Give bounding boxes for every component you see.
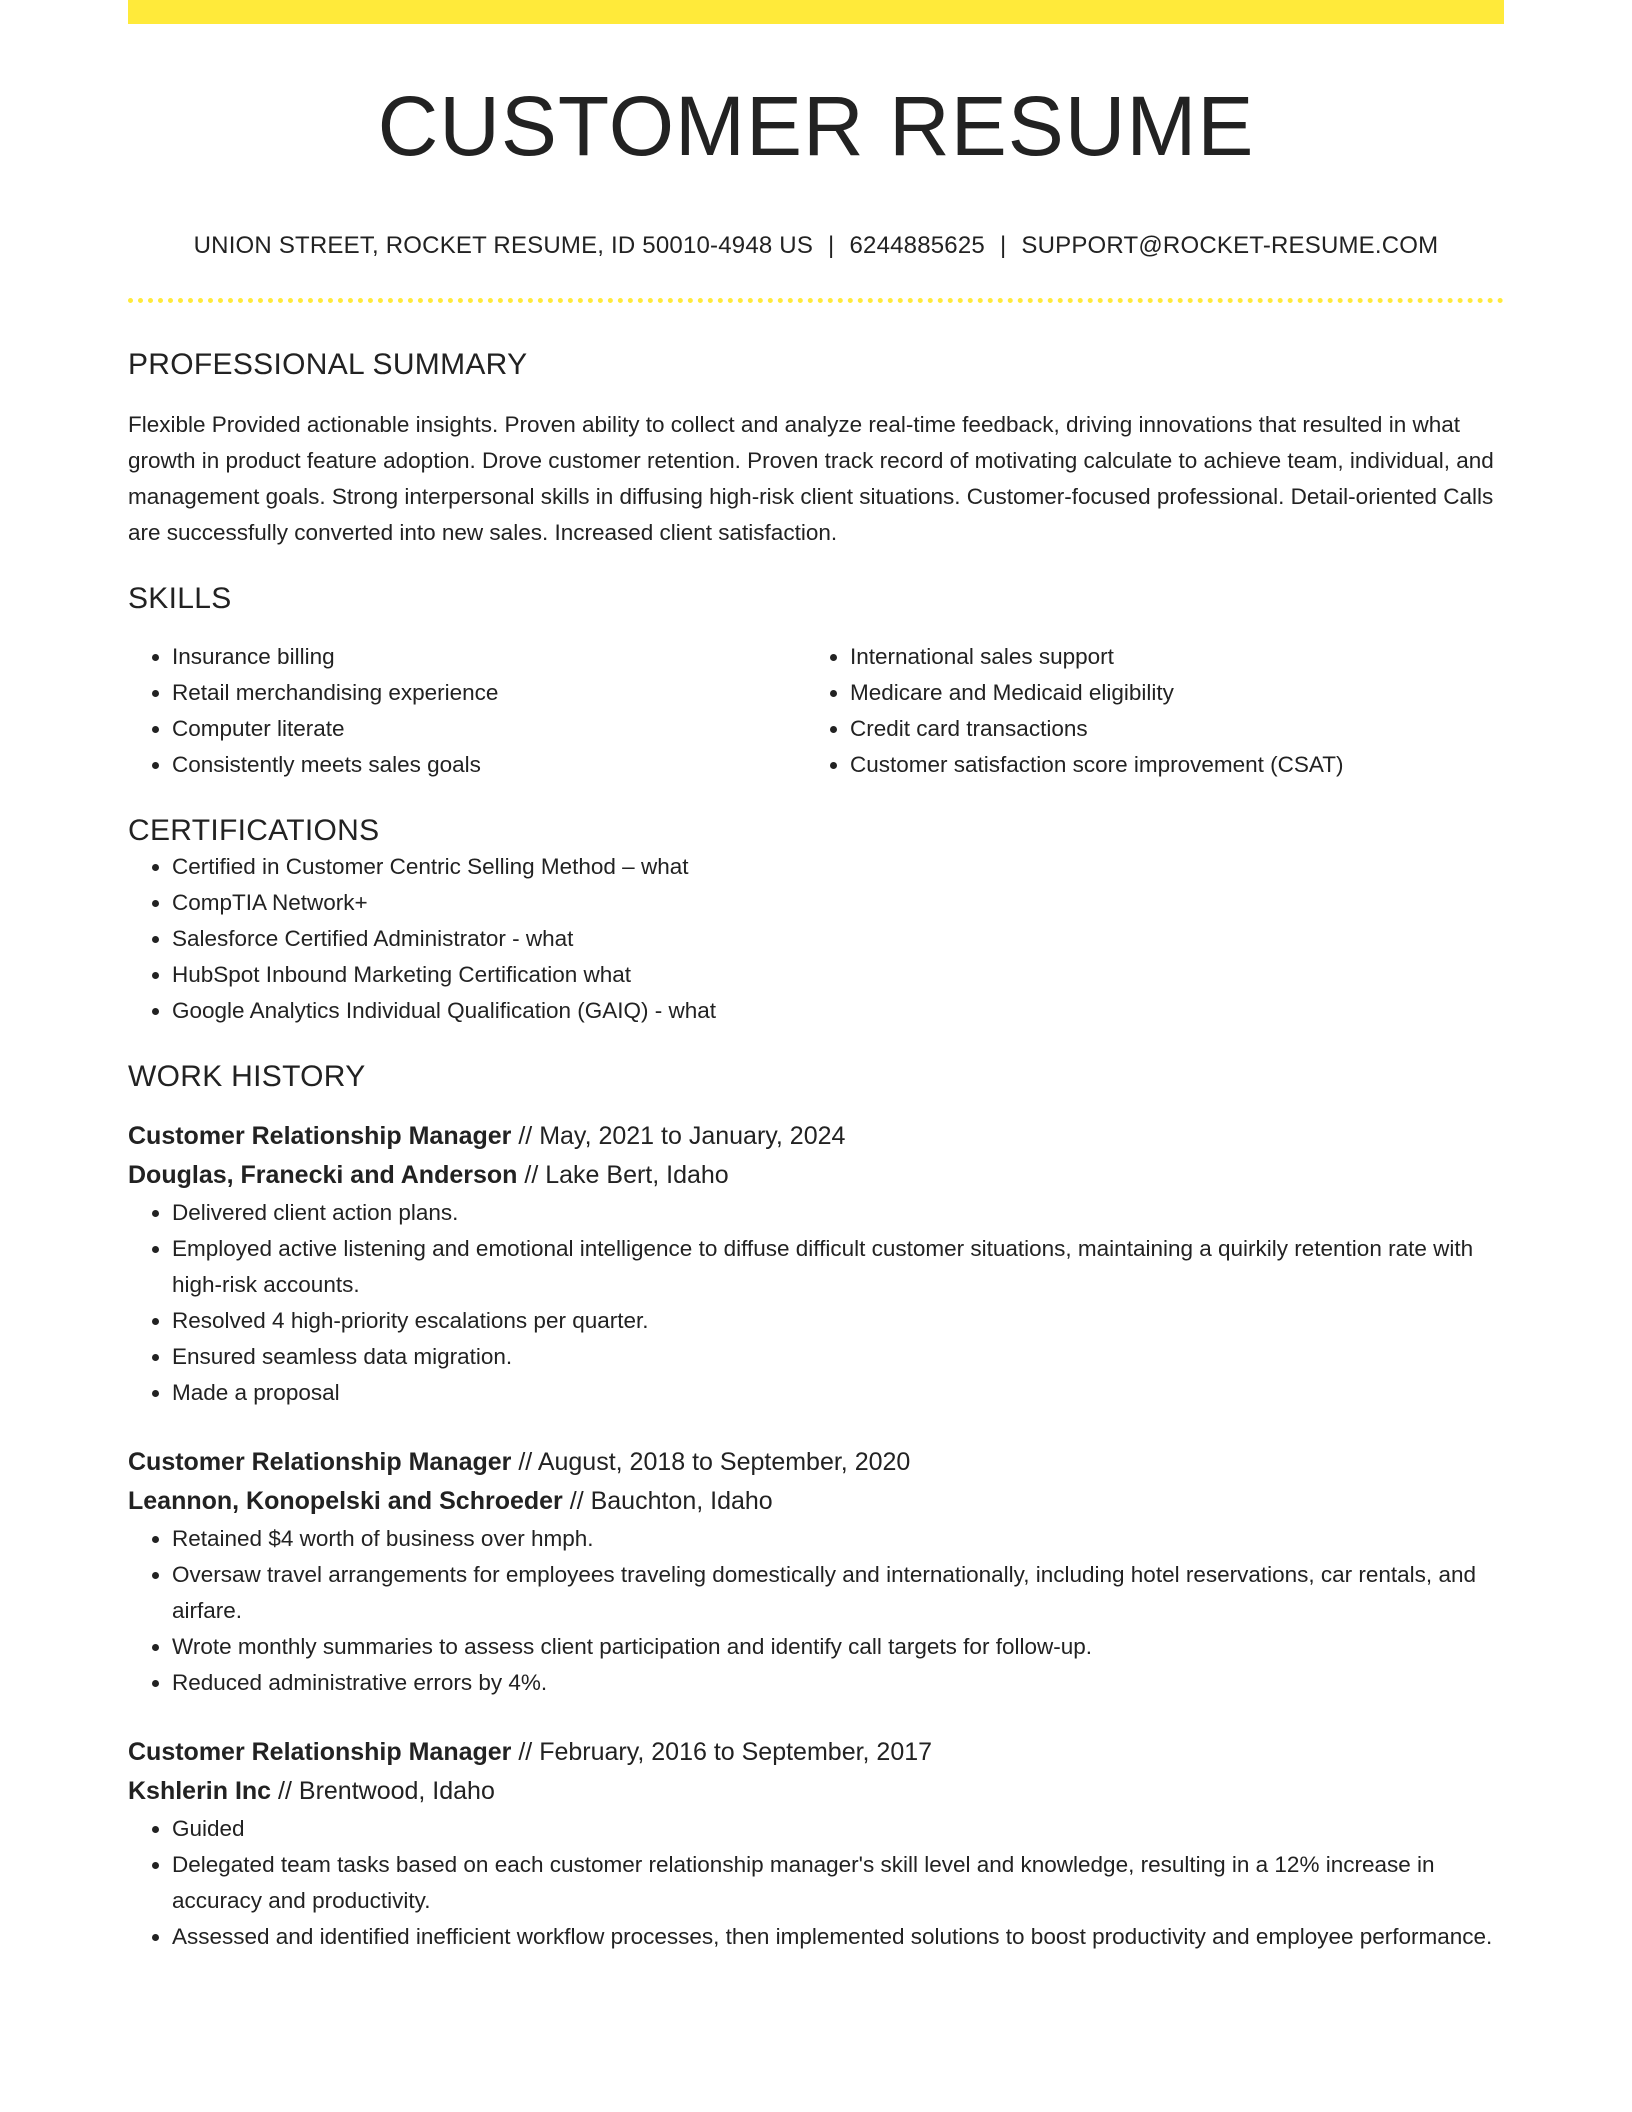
contact-address: UNION STREET, ROCKET RESUME, ID 50010-4948 US [193,232,814,260]
job-dates: February, 2016 to September, 2017 [539,1737,933,1766]
certification-item: • Certified in Customer Centric Selling Method – what [172,849,1504,885]
certification-item: • CompTIA Network+ [172,885,1504,921]
certifications-section [128,813,1504,1029]
section-heading: SKILLS [128,581,232,615]
job-bullets [128,1811,1504,1955]
job-delimiter: // [271,1776,299,1805]
contact-separator: | [999,232,1007,260]
skill-item: • International sales support [850,639,1504,675]
resume-title: CUSTOMER RESUME [377,79,1255,173]
job-entry [128,1117,1504,1411]
skills-right-list [806,639,1504,783]
job-bullet-item: • Wrote monthly summaries to assess client participation and identify call targets for follow-up. [172,1629,1504,1665]
job-location: Bauchton, Idaho [590,1486,773,1515]
job-bullet-item: • Delegated team tasks based on each customer relationship manager's skill level and knowledge, resulting in a 12% increase in accuracy and productivity. [172,1847,1504,1919]
job-company-line [128,1482,1504,1521]
job-bullet-item: • Resolved 4 high-priority escalations per quarter. [172,1303,1504,1339]
job-dates: August, 2018 to September, 2020 [537,1447,911,1476]
contact-phone[interactable]: 6244885625 [849,232,985,260]
job-bullet-item: • Delivered client action plans. [172,1195,1504,1231]
job-company-line [128,1772,1504,1811]
skill-item: • Credit card transactions [850,711,1504,747]
skill-item: • Consistently meets sales goals [172,747,806,783]
job-bullet-item: • Guided [172,1811,1504,1847]
summary-section [128,347,1504,551]
job-title: Customer Relationship Manager [128,1121,512,1150]
skills-left-list [128,639,806,783]
job-title-line [128,1443,1504,1482]
job-company: Kshlerin Inc [128,1776,272,1805]
jobs-container [128,1117,1504,1955]
skill-item: • Computer literate [172,711,806,747]
resume-page [128,0,1504,1955]
job-title-line [128,1117,1504,1156]
contact-separator: | [828,232,835,260]
job-bullet-item: • Assessed and identified inefficient workflow processes, then implemented solutions to boost productivity and employee performance. [172,1919,1504,1955]
job-delimiter: // [511,1737,540,1766]
job-delimiter: // [517,1160,546,1189]
job-delimiter: // [511,1121,540,1150]
job-title: Customer Relationship Manager [128,1737,512,1766]
certification-item: • HubSpot Inbound Marketing Certification what [172,957,1504,993]
section-heading: PROFESSIONAL SUMMARY [128,347,528,381]
job-delimiter: // [562,1486,591,1515]
certification-item: • Salesforce Certified Administrator - what [172,921,1504,957]
skill-item: • Retail merchandising experience [172,675,806,711]
job-delimiter: // [511,1447,538,1476]
skills-grid [128,639,1504,783]
skills-section [128,581,1504,783]
job-bullet-item: • Reduced administrative errors by 4%. [172,1665,1504,1701]
job-entry [128,1733,1504,1955]
skill-item: • Insurance billing [172,639,806,675]
summary-text: Flexible Provided actionable insights. Proven ability to collect and analyze real-time feedback, driving innovations that resulted in what growth in product feature adoption. Drove customer retention. Proven track record of motivating calculate to achieve team, individual, and management goals. Strong interpersonal skills in diffusing high-risk client situations. Customer-focused professional. Detail-oriented Calls are successfully converted into new sales. Increased client satisfaction. [128,411,1494,545]
job-company-line [128,1156,1504,1195]
dotted-divider [128,298,1504,303]
job-bullet-item: • Oversaw travel arrangements for employees traveling domestically and internationally, including hotel reservations, car rentals, and airfare. [172,1557,1504,1629]
job-location: Lake Bert, Idaho [545,1160,729,1189]
job-company: Leannon, Konopelski and Schroeder [128,1486,563,1515]
top-accent-bar [128,0,1504,24]
certifications-list [128,849,1504,1029]
job-bullet-item: • Retained $4 worth of business over hmph. [172,1521,1504,1557]
job-bullets [128,1521,1504,1701]
job-company: Douglas, Franecki and Anderson [128,1160,518,1189]
contact-email[interactable]: SUPPORT@ROCKET-RESUME.COM [1021,232,1439,260]
job-dates: May, 2021 to January, 2024 [539,1121,846,1150]
job-bullet-item: • Ensured seamless data migration. [172,1339,1504,1375]
skill-item: • Medicare and Medicaid eligibility [850,675,1504,711]
job-bullet-item: • Employed active listening and emotional intelligence to diffuse difficult customer situations, maintaining a quirkily retention rate with high-risk accounts. [172,1231,1504,1303]
job-location: Brentwood, Idaho [298,1776,495,1805]
section-heading: CERTIFICATIONS [128,813,380,847]
job-title-line [128,1733,1504,1772]
certification-item: • Google Analytics Individual Qualification (GAIQ) - what [172,993,1504,1029]
skill-item: • Customer satisfaction score improvement (CSAT) [850,747,1504,783]
job-bullet-item: • Made a proposal [172,1375,1504,1411]
job-bullets [128,1195,1504,1411]
contact-line [128,232,1504,261]
work-history-section [128,1059,1504,1955]
job-entry [128,1443,1504,1701]
job-title: Customer Relationship Manager [128,1447,512,1476]
section-heading: WORK HISTORY [128,1059,366,1093]
